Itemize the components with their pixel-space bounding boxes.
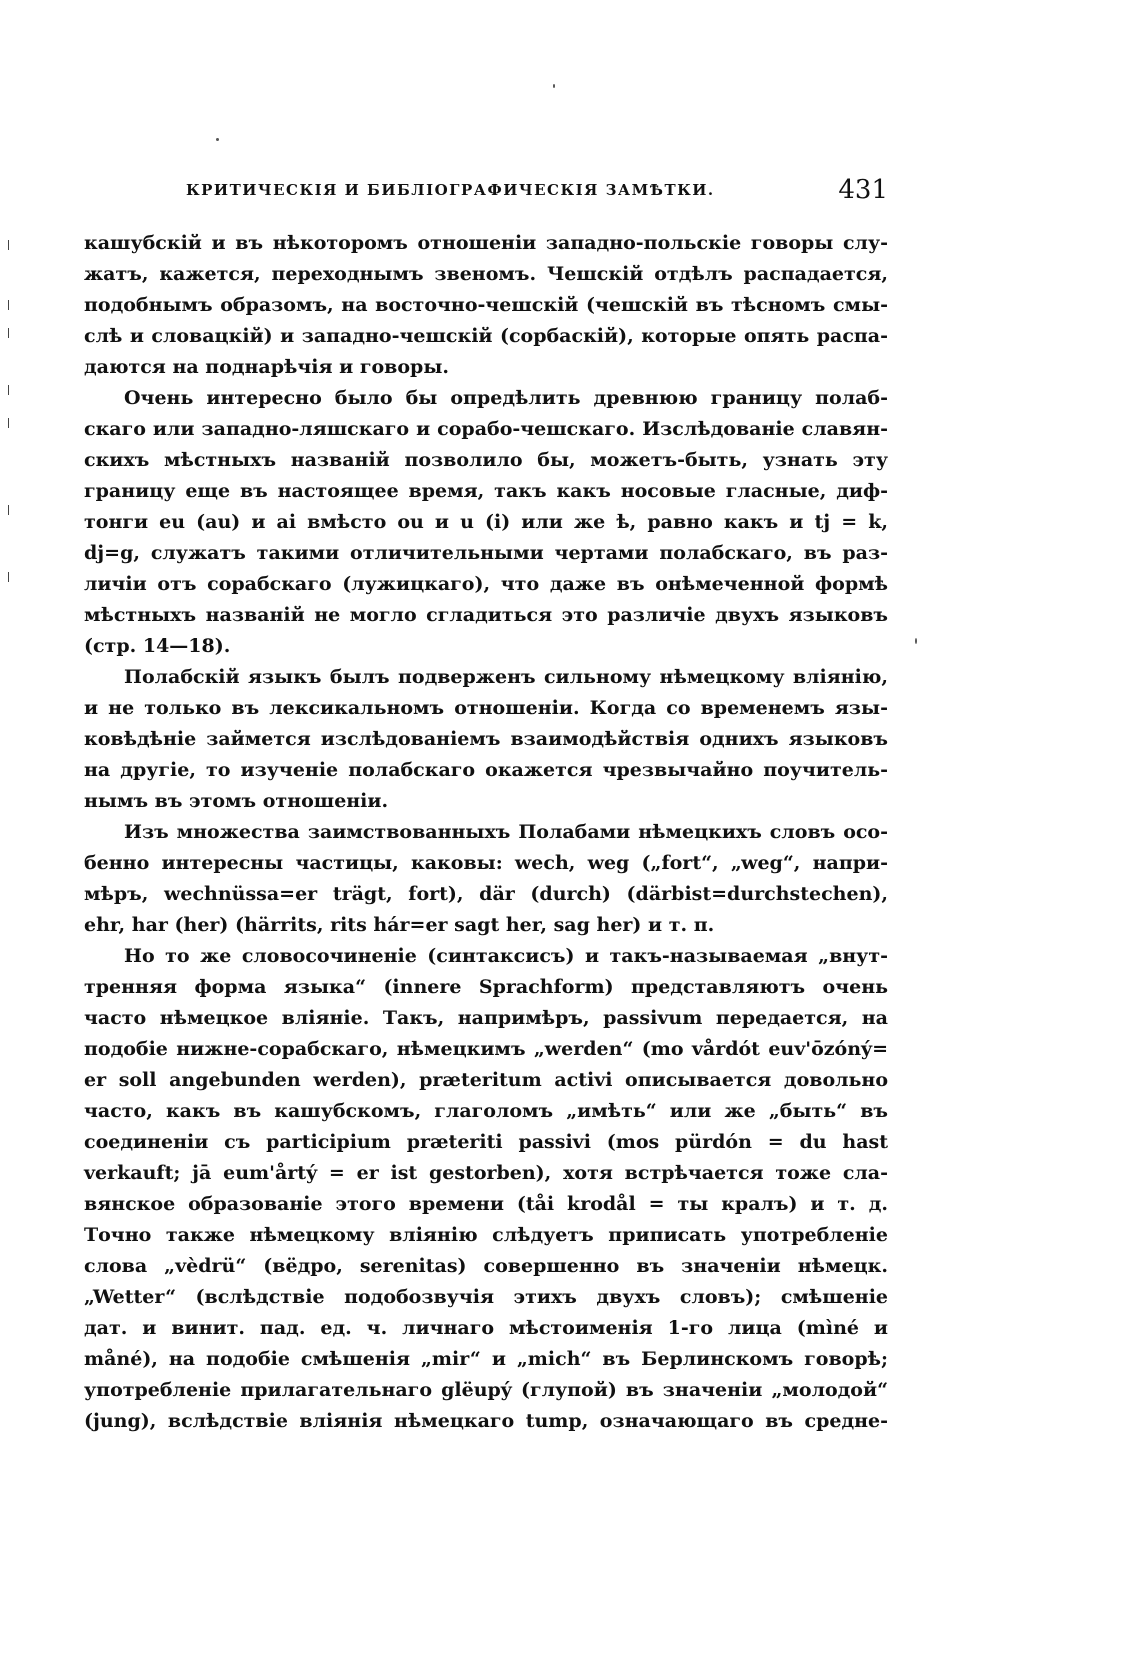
text-line: Но то же словосочиненіе (синтаксисъ) и такъ-называемая „внут- [124,945,888,967]
text-line: dj=g, служатъ такими отличительными чертами полабскаго, въ раз- [84,542,888,564]
text-line: мѣръ, wechnüssa=er trägt, fort), där (durch) (därbist=durchstechen), [84,883,888,905]
text-line: måné), на подобіе смѣшенія „mir“ и „mich“ въ Берлинскомъ говорѣ; [84,1348,888,1370]
text-line: часто нѣмецкое вліяніе. Такъ, напримѣръ, passivum передается, на [84,1007,888,1029]
text-line: личіи отъ сорабскаго (лужицкаго), что даже въ онѣмеченной формѣ [84,573,888,595]
text-line: тонги eu (au) и ai вмѣсто ou и u (i) или же ѣ, равно какъ и tj = k, [84,511,888,533]
text-line: „Wetter“ (вслѣдствіе подобозвучія этихъ двухъ словъ); смѣшеніе [84,1286,888,1308]
text-line: ковѣдѣніе займется изслѣдованіемъ взаимодѣйствія одниxъ языковъ [84,728,888,750]
running-head: КРИТИЧЕСКІЯ И БИБЛІОГРАФИЧЕСКІЯ ЗАМѢТКИ. [186,181,715,199]
text-line: (стр. 14—18). [84,635,231,657]
text-line: на другіе, то изученіе полабскаго окажется чрезвычайно поучитель- [84,759,888,781]
text-line: нымъ въ этомъ отношеніи. [84,790,389,812]
text-line: подобіе нижне-сорабскаго, нѣмецкимъ „werden“ (mo vårdót euv'ōzóný= [84,1038,888,1060]
text-line: ehr, har (her) (härrits, rits hár=er sagt her, sag her) и т. п. [84,914,715,936]
margin-tick [8,418,9,428]
margin-tick [8,300,9,310]
text-line: Очень интересно было бы опредѣлить древнюю границу полаб- [124,387,888,409]
text-line: er soll angebunden werden), præteritum activi описывается довольно [84,1069,888,1091]
text-line: мѣстныхъ названій не могло сгладиться это различіе двухъ языковъ [84,604,888,626]
left-margin-marks [8,240,14,640]
text-line: вянское образованіе этого времени (tåi krodål = ты кралъ) и т. д. [84,1193,888,1215]
text-line: (jung), вслѣдствіе вліянія нѣмецкаго tump, означающаго въ средне- [84,1410,888,1432]
scan-speck [553,84,555,88]
text-line: жатъ, кажется, переходнымъ звеномъ. Чешскій отдѣлъ распадается, [84,263,888,285]
scan-speck [915,638,917,644]
text-line: соединеніи съ participium præteriti passivi (mos pürdón = du hast [84,1131,888,1153]
text-line: употребленіе прилагательнаго glëupý (глупой) въ значеніи „молодой“ [84,1379,888,1401]
scan-speck [216,138,219,141]
page-header [84,175,888,207]
text-line: скихъ мѣстныхъ названій позволило бы, можетъ-быть, узнать эту [84,449,888,471]
text-line: скаго или западно-ляшскаго и сорабо-чешскаго. Изслѣдованіе славян- [84,418,888,440]
text-line: подобнымъ образомъ, на восточно-чешскій (чешскій въ тѣсномъ смы- [84,294,888,316]
margin-tick [8,505,9,515]
text-line: Изъ множества заимствованныхъ Полабами нѣмецкихъ словъ осо- [124,821,888,843]
margin-tick [8,572,9,582]
text-line: бенно интересны частицы, каковы: wech, weg („fort“, „weg“, напри- [84,852,888,874]
text-line: границу еще въ настоящее время, такъ какъ носовые гласные, диф- [84,480,888,502]
text-line: слѣ и словацкій) и западно-чешскій (сорбаскій), которые опять распа- [84,325,888,347]
text-line: verkauft; jā eum'årtý = er ist gestorben), хотя встрѣчается тоже сла- [84,1162,888,1184]
text-line: часто, какъ въ кашубскомъ, глаголомъ „имѣть“ или же „быть“ въ [84,1100,888,1122]
text-line: даются на поднарѣчія и говоры. [84,356,450,378]
text-line: Точно также нѣмецкому вліянію слѣдуетъ приписать употребленіе [84,1224,888,1246]
page-number: 431 [838,175,888,205]
text-line: дат. и винит. пад. ед. ч. личнаго мѣстоименія 1-го лица (mìné и [84,1317,888,1339]
text-line: тренняя форма языка“ (innere Sprachform) представляютъ очень [84,976,888,998]
body-text [84,228,888,1437]
text-line: и не только въ лексикальномъ отношеніи. Когда со временемъ язы- [84,697,888,719]
margin-tick [8,385,9,395]
text-line: кашубскій и въ нѣкоторомъ отношеніи западно-польскіе говоры слу- [84,232,888,254]
text-line: слова „vèdrü“ (вёдро, serenitas) совершенно въ значеніи нѣмецк. [84,1255,888,1277]
margin-tick [8,328,9,338]
margin-tick [8,240,9,250]
text-line: Полабскій языкъ былъ подверженъ сильному нѣмецкому вліянію, [124,666,888,688]
